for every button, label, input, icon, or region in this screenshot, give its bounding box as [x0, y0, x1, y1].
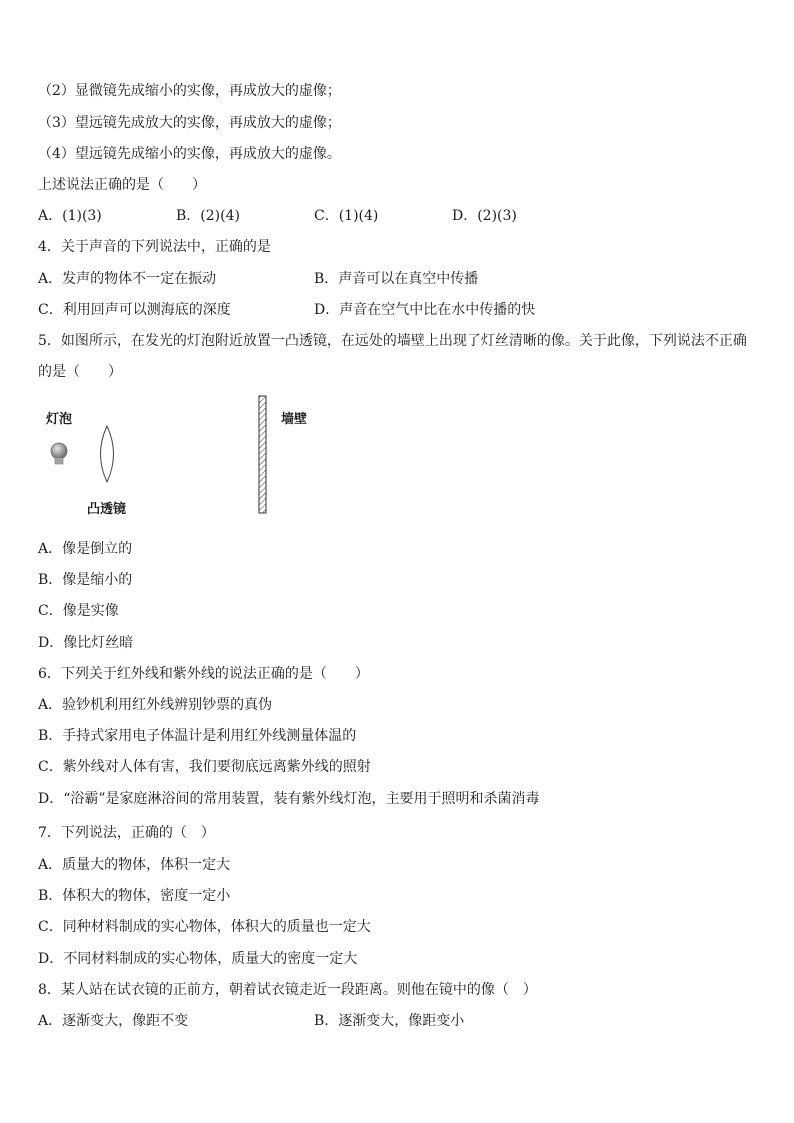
q6-option-b: B．手持式家用电子体温计是利用红外线测量体温的 [38, 728, 357, 744]
q4-option-c: C．利用回声可以测海底的深度 [38, 302, 231, 318]
q8-option-a: A．逐渐变大，像距不变 [38, 1013, 189, 1029]
wall-label: 墙壁 [281, 412, 308, 427]
q5-option-a: A．像是倒立的 [38, 541, 133, 557]
q6-stem: 6．下列关于红外线和紫外线的说法正确的是（ ） [38, 666, 369, 682]
q4-option-d: D．声音在空气中比在水中传播的快 [314, 302, 536, 318]
q3-statement-2: （2）显微镜先成缩小的实像，再成放大的虚像； [38, 83, 341, 99]
q7-option-a: A．质量大的物体，体积一定大 [38, 857, 231, 873]
q5-option-d: D．像比灯丝暗 [38, 635, 134, 651]
q4-stem: 4．关于声音的下列说法中，正确的是 [38, 239, 271, 255]
q8-stem: 8．某人站在试衣镜的正前方，朝着试衣镜走近一段距离。则他在镜中的像（ ） [38, 982, 537, 998]
q7-option-b: B．体积大的物体，密度一定小 [38, 888, 231, 904]
q3-option-c: C．(1)(4) [314, 208, 379, 224]
convex-lens-icon [101, 426, 114, 482]
q3-option-b: B．(2)(4) [176, 208, 240, 224]
q6-option-c: C．紫外线对人体有害，我们要彻底远离紫外线的照射 [38, 759, 371, 775]
q7-option-c: C．同种材料制成的实心物体，体积大的质量也一定大 [38, 919, 371, 935]
wall-icon [259, 396, 266, 513]
q4-option-b: B．声音可以在真空中传播 [314, 271, 479, 287]
q3-question: 上述说法正确的是（ ） [38, 177, 206, 193]
bulb-icon [51, 443, 67, 464]
q3-statement-4: （4）望远镜先成缩小的实像，再成放大的虚像。 [38, 146, 341, 162]
q4-option-a: A．发声的物体不一定在振动 [38, 271, 217, 287]
lens-label: 凸透镜 [87, 502, 127, 517]
q8-option-b: B．逐渐变大，像距变小 [314, 1013, 465, 1029]
q5-option-c: C．像是实像 [38, 603, 119, 619]
q3-option-a: A．(1)(3) [38, 208, 102, 224]
q5-stem-line1: 5．如图所示，在发光的灯泡附近放置一凸透镜，在远处的墙壁上出现了灯丝清晰的像。关于此像，下列说法不正确 [38, 333, 747, 349]
q7-option-d: D．不同材料制成的实心物体，质量大的密度一定大 [38, 951, 358, 967]
q5-option-b: B．像是缩小的 [38, 572, 133, 588]
q5-figure [38, 392, 338, 522]
q6-option-a: A．验钞机利用红外线辨别钞票的真伪 [38, 697, 273, 713]
q3-statement-3: （3）望远镜先成放大的实像，再成放大的虚像； [38, 115, 341, 131]
q6-option-d: D．“浴霸”是家庭淋浴间的常用装置，装有紫外线灯泡，主要用于照明和杀菌消毒 [38, 791, 540, 807]
q3-option-d: D．(2)(3) [452, 208, 517, 224]
q5-stem-line2: 的是（ ） [38, 364, 122, 380]
bulb-label: 灯泡 [46, 412, 73, 427]
q7-stem: 7．下列说法，正确的（ ） [38, 825, 215, 841]
